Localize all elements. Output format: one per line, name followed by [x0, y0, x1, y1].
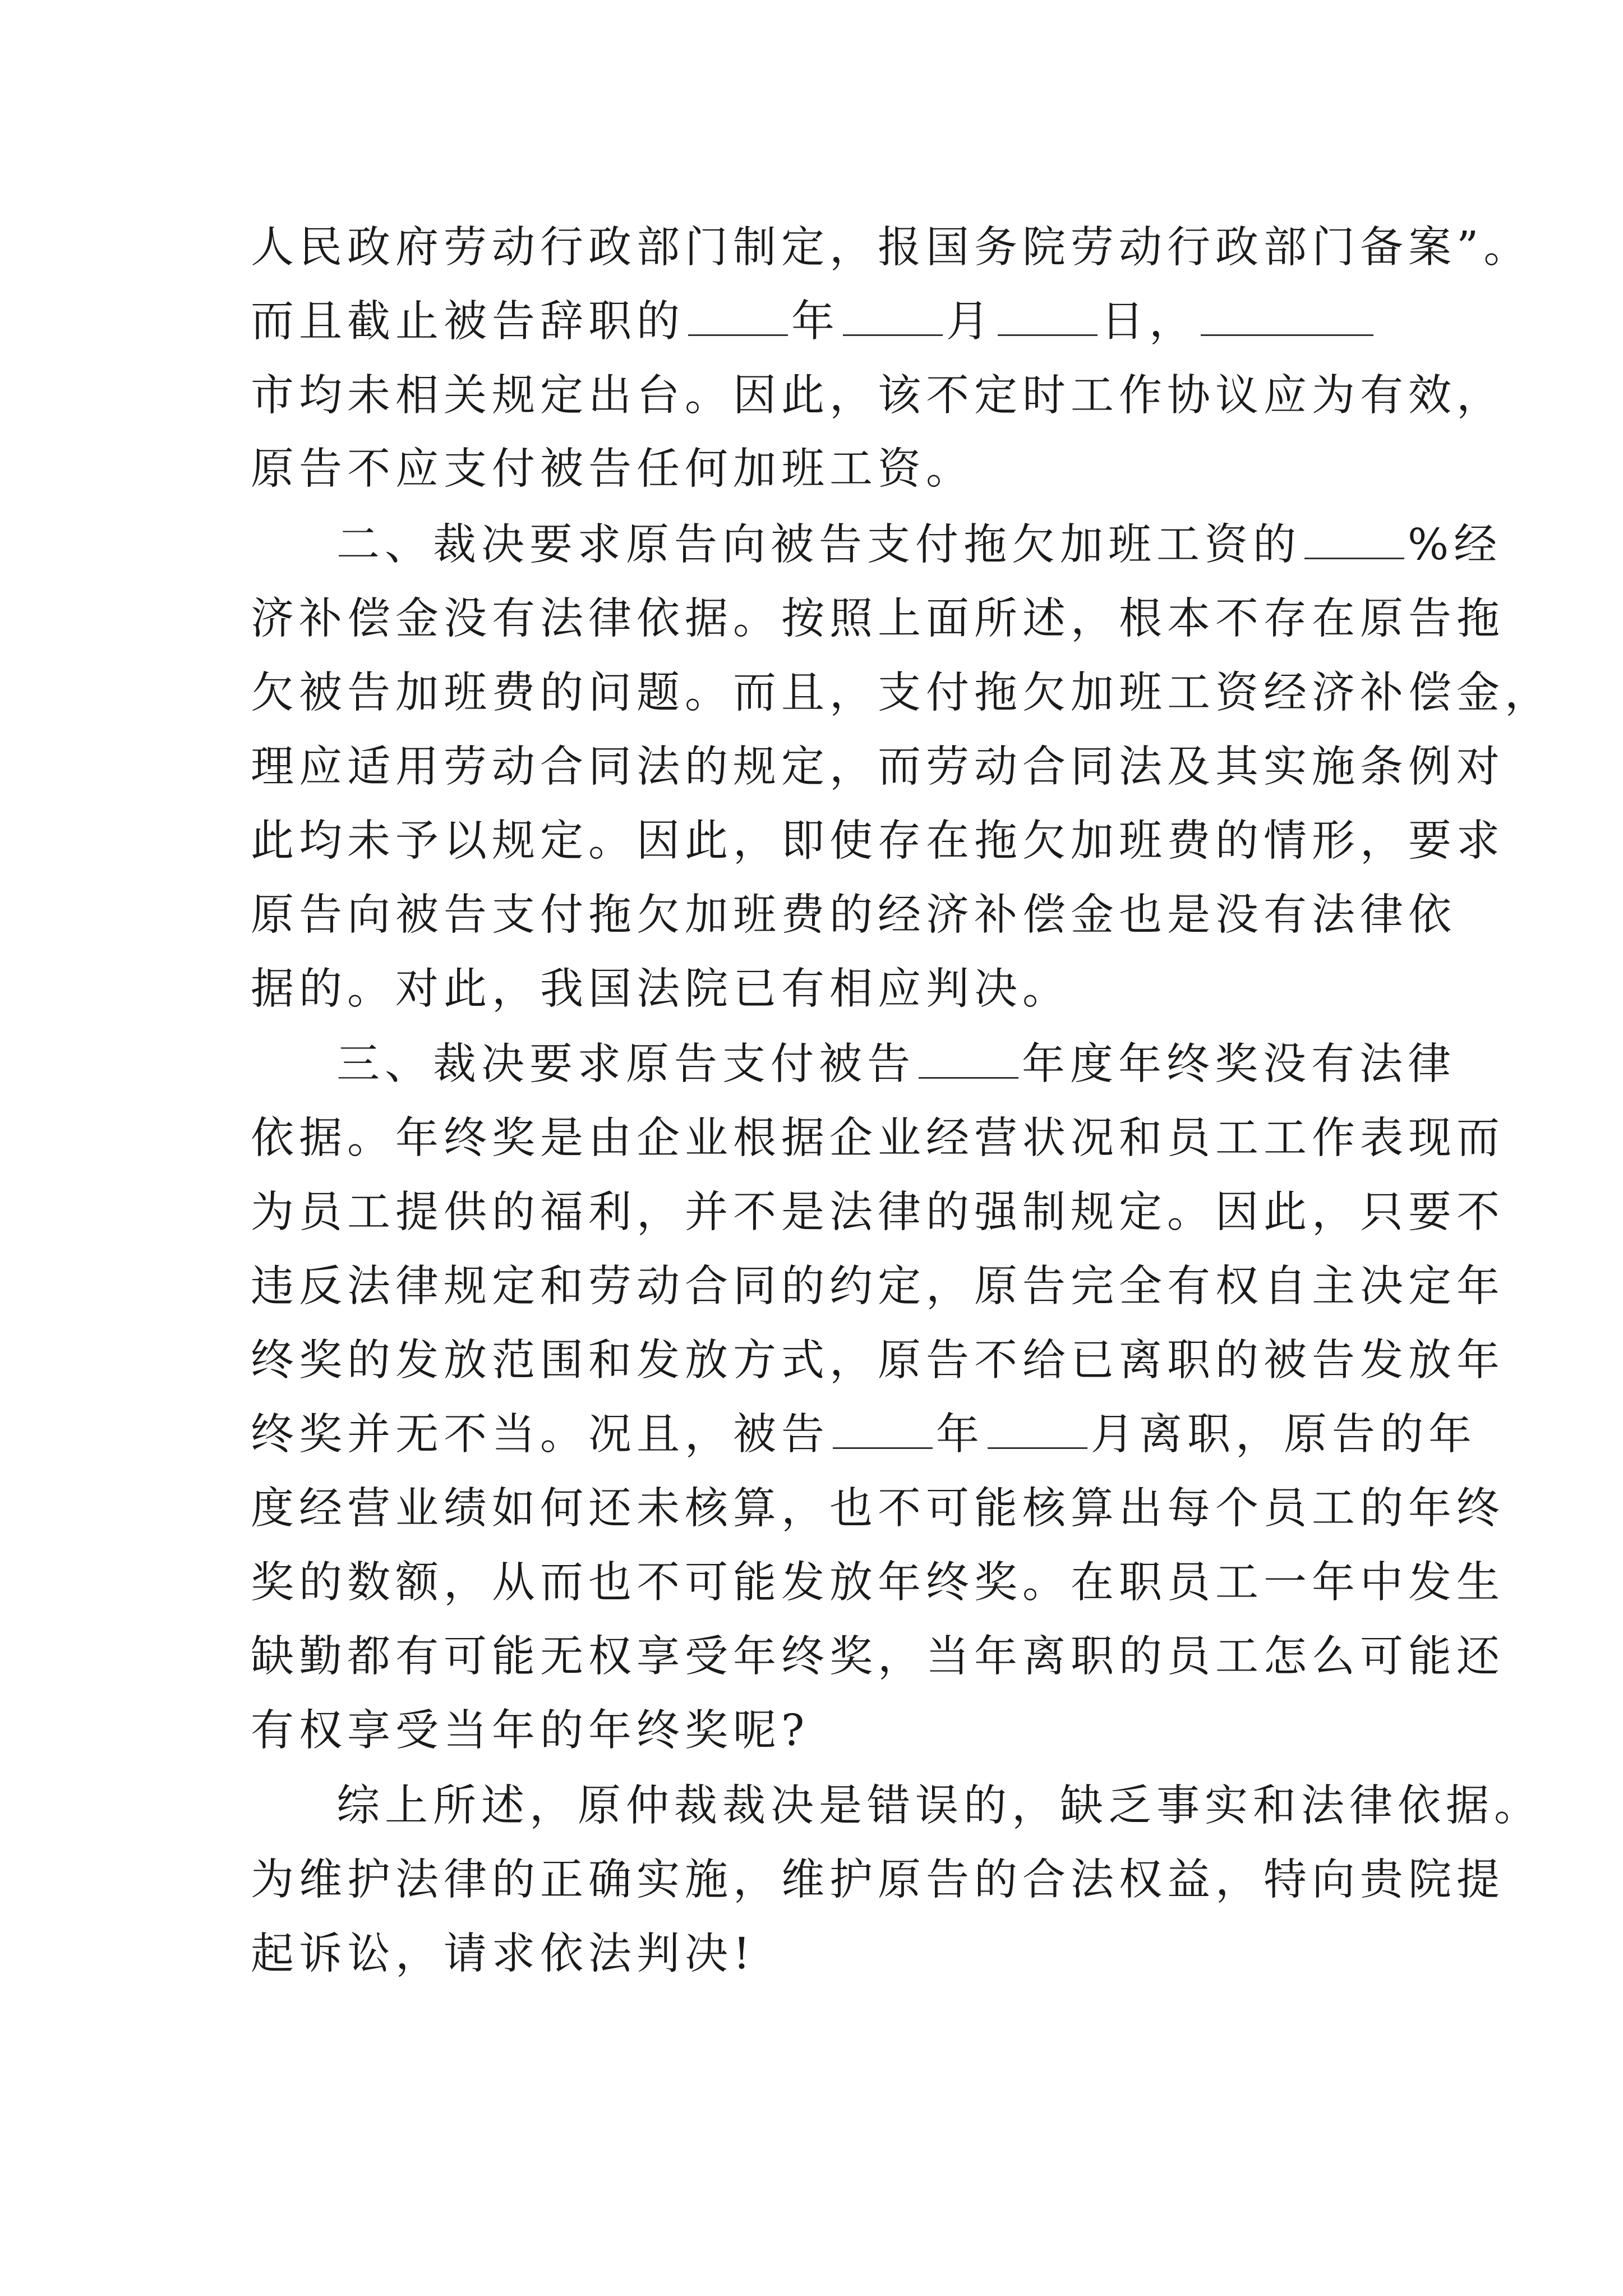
text-segment: 年	[791, 297, 840, 347]
text-segment: 年度年终奖没有法律	[1022, 1039, 1456, 1089]
text-segment: 二、裁决要求原告向被告支付拖欠加班工资的	[336, 520, 1301, 570]
text-line	[251, 1549, 1505, 1617]
fill-in-blank	[843, 295, 943, 336]
fill-in-blank	[919, 1038, 1018, 1079]
text-line	[251, 586, 1505, 653]
paragraph-start	[336, 1773, 1542, 1840]
text-segment: 年	[936, 1410, 984, 1460]
text-line	[251, 1105, 1505, 1172]
text-segment: 三、裁决要求原告支付被告	[336, 1039, 915, 1089]
text-segment: 原告向被告支付拖欠加班费的经济补偿金也是没有法律依	[251, 890, 1456, 940]
text-segment: 市均未相关规定出台。因此，该不定时工作协议应为有效，	[251, 371, 1505, 421]
text-segment: 此均未予以规定。因此，即使存在拖欠加班费的情形，要求	[251, 816, 1505, 866]
text-line	[251, 436, 974, 503]
text-line	[251, 1253, 1505, 1320]
text-segment: 月离职，原告的年	[1091, 1410, 1477, 1460]
text-segment: 而且截止被告辞职的	[251, 297, 685, 347]
text-line	[251, 734, 1505, 801]
text-segment: 依据。年终奖是由企业根据企业经营状况和员工工作表现而	[251, 1114, 1505, 1163]
paragraph-start	[336, 512, 1502, 579]
text-segment: 起诉讼，请求依法判决!	[251, 1929, 755, 1979]
text-segment: 终奖的发放范围和发放方式，原告不给已离职的被告发放年	[251, 1336, 1505, 1386]
text-segment: 日，	[1101, 297, 1197, 347]
text-segment: 度经营业绩如何还未核算，也不可能核算出每个员工的年终	[251, 1484, 1505, 1534]
text-line	[251, 214, 1532, 282]
text-segment: 为员工提供的福利，并不是法律的强制规定。因此，只要不	[251, 1188, 1505, 1237]
text-line	[251, 882, 1456, 949]
text-line	[251, 808, 1505, 875]
text-line	[251, 660, 1553, 727]
fill-in-blank	[998, 295, 1098, 336]
paragraph-start	[336, 1031, 1456, 1098]
fill-in-blank	[688, 295, 788, 336]
text-line	[251, 956, 1071, 1023]
fill-in-blank	[833, 1408, 933, 1449]
text-segment: 有权享受当年的年终奖呢?	[251, 1706, 810, 1756]
text-segment: 人民政府劳动行政部门制定，报国务院劳动行政部门备案”。	[251, 223, 1532, 273]
text-segment: 违反法律规定和劳动合同的约定，原告完全有权自主决定年	[251, 1262, 1505, 1312]
text-line	[251, 1697, 809, 1765]
text-line	[251, 1623, 1505, 1691]
text-segment: 济补偿金没有法律依据。按照上面所述，根本不存在原告拖	[251, 594, 1505, 644]
text-segment: 为维护法律的正确实施，维护原告的合法权益，特向贵院提	[251, 1855, 1505, 1905]
text-line	[251, 1847, 1505, 1914]
text-line	[251, 1401, 1477, 1469]
text-segment: 终奖并无不当。况且，被告	[251, 1410, 829, 1460]
text-line	[251, 288, 1377, 356]
text-segment: 欠被告加班费的问题。而且，支付拖欠加班工资经济补偿金，	[251, 668, 1553, 718]
text-segment: 据的。对此，我国法院已有相应判决。	[251, 964, 1071, 1014]
fill-in-blank	[988, 1408, 1087, 1449]
text-line	[251, 362, 1505, 430]
text-segment: 理应适用劳动合同法的规定，而劳动合同法及其实施条例对	[251, 742, 1505, 792]
fill-in-blank	[1201, 295, 1373, 336]
text-segment: 奖的数额，从而也不可能发放年终奖。在职员工一年中发生	[251, 1558, 1505, 1608]
text-line	[251, 1327, 1505, 1395]
fill-in-blank	[1304, 518, 1404, 559]
text-segment: 综上所述，原仲裁裁决是错误的，缺乏事实和法律依据。	[336, 1781, 1542, 1831]
text-segment: 缺勤都有可能无权享受年终奖，当年离职的员工怎么可能还	[251, 1632, 1505, 1682]
text-line	[251, 1179, 1505, 1246]
text-segment: 原告不应支付被告任何加班工资。	[251, 444, 974, 494]
text-segment: %经	[1408, 520, 1502, 570]
text-line	[251, 1475, 1505, 1543]
text-line	[251, 1921, 755, 1988]
text-segment: 月	[946, 297, 994, 347]
